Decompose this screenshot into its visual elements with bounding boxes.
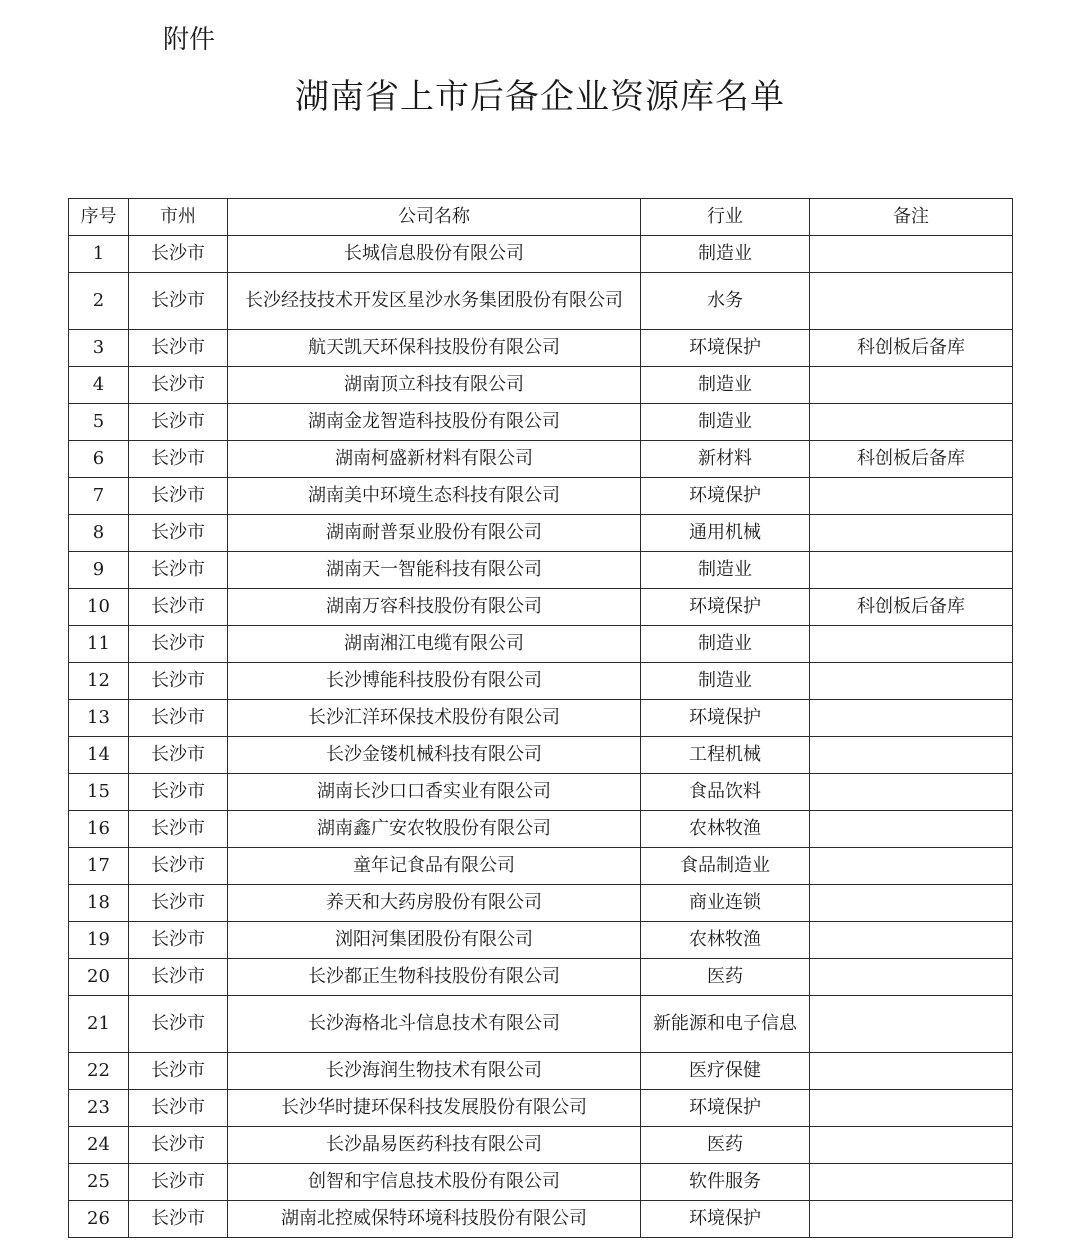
cell-industry: 医药 bbox=[641, 1127, 810, 1164]
cell-company: 湖南万容科技股份有限公司 bbox=[228, 589, 641, 626]
cell-note: 科创板后备库 bbox=[810, 330, 1013, 367]
cell-company: 童年记食品有限公司 bbox=[228, 848, 641, 885]
cell-company: 长沙晶易医药科技有限公司 bbox=[228, 1127, 641, 1164]
cell-company: 湖南柯盛新材料有限公司 bbox=[228, 441, 641, 478]
cell-note bbox=[810, 1053, 1013, 1090]
cell-note bbox=[810, 1127, 1013, 1164]
cell-industry: 软件服务 bbox=[641, 1164, 810, 1201]
cell-no: 6 bbox=[69, 441, 129, 478]
cell-no: 13 bbox=[69, 700, 129, 737]
cell-city: 长沙市 bbox=[129, 626, 228, 663]
column-header-company: 公司名称 bbox=[228, 199, 641, 236]
cell-no: 26 bbox=[69, 1201, 129, 1238]
cell-no: 3 bbox=[69, 330, 129, 367]
cell-note bbox=[810, 367, 1013, 404]
document-title: 湖南省上市后备企业资源库名单 bbox=[295, 77, 785, 117]
cell-city: 长沙市 bbox=[129, 885, 228, 922]
cell-no: 17 bbox=[69, 848, 129, 885]
cell-city: 长沙市 bbox=[129, 774, 228, 811]
cell-company: 湖南耐普泵业股份有限公司 bbox=[228, 515, 641, 552]
table-row bbox=[69, 273, 1013, 330]
cell-industry: 食品制造业 bbox=[641, 848, 810, 885]
table-row bbox=[69, 737, 1013, 774]
cell-company: 长沙金镂机械科技有限公司 bbox=[228, 737, 641, 774]
cell-city: 长沙市 bbox=[129, 848, 228, 885]
cell-note bbox=[810, 663, 1013, 700]
cell-company: 长沙汇洋环保技术股份有限公司 bbox=[228, 700, 641, 737]
cell-no: 18 bbox=[69, 885, 129, 922]
cell-city: 长沙市 bbox=[129, 996, 228, 1053]
cell-industry: 制造业 bbox=[641, 236, 810, 273]
table-row bbox=[69, 441, 1013, 478]
cell-industry: 制造业 bbox=[641, 404, 810, 441]
cell-note bbox=[810, 774, 1013, 811]
cell-company: 长城信息股份有限公司 bbox=[228, 236, 641, 273]
cell-city: 长沙市 bbox=[129, 959, 228, 996]
cell-industry: 环境保护 bbox=[641, 589, 810, 626]
cell-city: 长沙市 bbox=[129, 1201, 228, 1238]
column-header-city: 市州 bbox=[129, 199, 228, 236]
table-row bbox=[69, 589, 1013, 626]
cell-company: 湖南顶立科技有限公司 bbox=[228, 367, 641, 404]
cell-company: 航天凯天环保科技股份有限公司 bbox=[228, 330, 641, 367]
cell-note bbox=[810, 1164, 1013, 1201]
cell-no: 8 bbox=[69, 515, 129, 552]
cell-no: 11 bbox=[69, 626, 129, 663]
table-row bbox=[69, 330, 1013, 367]
cell-city: 长沙市 bbox=[129, 737, 228, 774]
cell-city: 长沙市 bbox=[129, 663, 228, 700]
column-header-industry: 行业 bbox=[641, 199, 810, 236]
cell-industry: 制造业 bbox=[641, 663, 810, 700]
cell-company: 湖南美中环境生态科技有限公司 bbox=[228, 478, 641, 515]
cell-industry: 制造业 bbox=[641, 626, 810, 663]
table-row bbox=[69, 515, 1013, 552]
cell-no: 16 bbox=[69, 811, 129, 848]
cell-industry: 环境保护 bbox=[641, 700, 810, 737]
cell-city: 长沙市 bbox=[129, 1127, 228, 1164]
cell-note bbox=[810, 515, 1013, 552]
table-row bbox=[69, 811, 1013, 848]
table-row bbox=[69, 1164, 1013, 1201]
cell-note bbox=[810, 959, 1013, 996]
cell-company: 长沙海格北斗信息技术有限公司 bbox=[228, 996, 641, 1053]
cell-industry: 环境保护 bbox=[641, 1090, 810, 1127]
cell-industry: 环境保护 bbox=[641, 330, 810, 367]
cell-city: 长沙市 bbox=[129, 811, 228, 848]
cell-note bbox=[810, 848, 1013, 885]
cell-company: 湖南鑫广安农牧股份有限公司 bbox=[228, 811, 641, 848]
cell-no: 4 bbox=[69, 367, 129, 404]
cell-city: 长沙市 bbox=[129, 273, 228, 330]
cell-note: 科创板后备库 bbox=[810, 589, 1013, 626]
cell-industry: 医疗保健 bbox=[641, 1053, 810, 1090]
table-row bbox=[69, 1201, 1013, 1238]
table-row bbox=[69, 478, 1013, 515]
cell-note bbox=[810, 1201, 1013, 1238]
table-row bbox=[69, 367, 1013, 404]
cell-note: 科创板后备库 bbox=[810, 441, 1013, 478]
cell-note bbox=[810, 626, 1013, 663]
cell-industry: 农林牧渔 bbox=[641, 922, 810, 959]
table-row bbox=[69, 1127, 1013, 1164]
attachment-label: 附件 bbox=[163, 25, 216, 55]
table-row bbox=[69, 404, 1013, 441]
cell-city: 长沙市 bbox=[129, 236, 228, 273]
table-row bbox=[69, 663, 1013, 700]
cell-no: 14 bbox=[69, 737, 129, 774]
cell-no: 24 bbox=[69, 1127, 129, 1164]
cell-no: 21 bbox=[69, 996, 129, 1053]
cell-company: 湖南长沙口口香实业有限公司 bbox=[228, 774, 641, 811]
cell-company: 长沙经技技术开发区星沙水务集团股份有限公司 bbox=[228, 273, 641, 330]
cell-note bbox=[810, 737, 1013, 774]
cell-note bbox=[810, 404, 1013, 441]
cell-note bbox=[810, 700, 1013, 737]
cell-note bbox=[810, 811, 1013, 848]
cell-industry: 环境保护 bbox=[641, 478, 810, 515]
cell-note bbox=[810, 552, 1013, 589]
cell-note bbox=[810, 996, 1013, 1053]
cell-note bbox=[810, 1090, 1013, 1127]
cell-no: 2 bbox=[69, 273, 129, 330]
cell-industry: 制造业 bbox=[641, 552, 810, 589]
cell-city: 长沙市 bbox=[129, 1090, 228, 1127]
cell-industry: 医药 bbox=[641, 959, 810, 996]
cell-industry: 制造业 bbox=[641, 367, 810, 404]
cell-industry: 环境保护 bbox=[641, 1201, 810, 1238]
cell-company: 湖南天一智能科技有限公司 bbox=[228, 552, 641, 589]
cell-no: 15 bbox=[69, 774, 129, 811]
cell-company: 长沙博能科技股份有限公司 bbox=[228, 663, 641, 700]
cell-city: 长沙市 bbox=[129, 515, 228, 552]
table-row bbox=[69, 626, 1013, 663]
cell-no: 20 bbox=[69, 959, 129, 996]
cell-city: 长沙市 bbox=[129, 1053, 228, 1090]
cell-city: 长沙市 bbox=[129, 330, 228, 367]
cell-no: 12 bbox=[69, 663, 129, 700]
cell-industry: 通用机械 bbox=[641, 515, 810, 552]
table-row bbox=[69, 922, 1013, 959]
table-row bbox=[69, 700, 1013, 737]
cell-industry: 新材料 bbox=[641, 441, 810, 478]
table-row bbox=[69, 996, 1013, 1053]
cell-city: 长沙市 bbox=[129, 478, 228, 515]
table-row bbox=[69, 236, 1013, 273]
column-header-note: 备注 bbox=[810, 199, 1013, 236]
table-row bbox=[69, 774, 1013, 811]
table-header-row bbox=[69, 199, 1013, 236]
company-table bbox=[68, 198, 1013, 1238]
cell-city: 长沙市 bbox=[129, 1164, 228, 1201]
table-row bbox=[69, 885, 1013, 922]
cell-note bbox=[810, 885, 1013, 922]
cell-company: 长沙海润生物技术有限公司 bbox=[228, 1053, 641, 1090]
cell-no: 22 bbox=[69, 1053, 129, 1090]
table-body bbox=[69, 236, 1013, 1238]
cell-note bbox=[810, 922, 1013, 959]
cell-city: 长沙市 bbox=[129, 367, 228, 404]
cell-company: 浏阳河集团股份有限公司 bbox=[228, 922, 641, 959]
cell-no: 10 bbox=[69, 589, 129, 626]
cell-city: 长沙市 bbox=[129, 404, 228, 441]
table-row bbox=[69, 848, 1013, 885]
cell-note bbox=[810, 478, 1013, 515]
cell-no: 1 bbox=[69, 236, 129, 273]
cell-industry: 商业连锁 bbox=[641, 885, 810, 922]
cell-no: 25 bbox=[69, 1164, 129, 1201]
cell-company: 养天和大药房股份有限公司 bbox=[228, 885, 641, 922]
cell-company: 长沙都正生物科技股份有限公司 bbox=[228, 959, 641, 996]
cell-industry: 食品饮料 bbox=[641, 774, 810, 811]
cell-no: 9 bbox=[69, 552, 129, 589]
cell-company: 湖南金龙智造科技股份有限公司 bbox=[228, 404, 641, 441]
cell-company: 湖南北控威保特环境科技股份有限公司 bbox=[228, 1201, 641, 1238]
cell-city: 长沙市 bbox=[129, 922, 228, 959]
cell-city: 长沙市 bbox=[129, 441, 228, 478]
cell-city: 长沙市 bbox=[129, 589, 228, 626]
cell-note bbox=[810, 236, 1013, 273]
cell-no: 23 bbox=[69, 1090, 129, 1127]
cell-industry: 工程机械 bbox=[641, 737, 810, 774]
cell-note bbox=[810, 273, 1013, 330]
cell-company: 长沙华时捷环保科技发展股份有限公司 bbox=[228, 1090, 641, 1127]
cell-industry: 新能源和电子信息 bbox=[641, 996, 810, 1053]
table-row bbox=[69, 959, 1013, 996]
table-row bbox=[69, 552, 1013, 589]
table-row bbox=[69, 1090, 1013, 1127]
cell-company: 创智和宇信息技术股份有限公司 bbox=[228, 1164, 641, 1201]
cell-city: 长沙市 bbox=[129, 700, 228, 737]
cell-no: 5 bbox=[69, 404, 129, 441]
column-header-no: 序号 bbox=[69, 199, 129, 236]
cell-city: 长沙市 bbox=[129, 552, 228, 589]
cell-no: 19 bbox=[69, 922, 129, 959]
cell-industry: 农林牧渔 bbox=[641, 811, 810, 848]
cell-company: 湖南湘江电缆有限公司 bbox=[228, 626, 641, 663]
cell-industry: 水务 bbox=[641, 273, 810, 330]
cell-no: 7 bbox=[69, 478, 129, 515]
table-row bbox=[69, 1053, 1013, 1090]
